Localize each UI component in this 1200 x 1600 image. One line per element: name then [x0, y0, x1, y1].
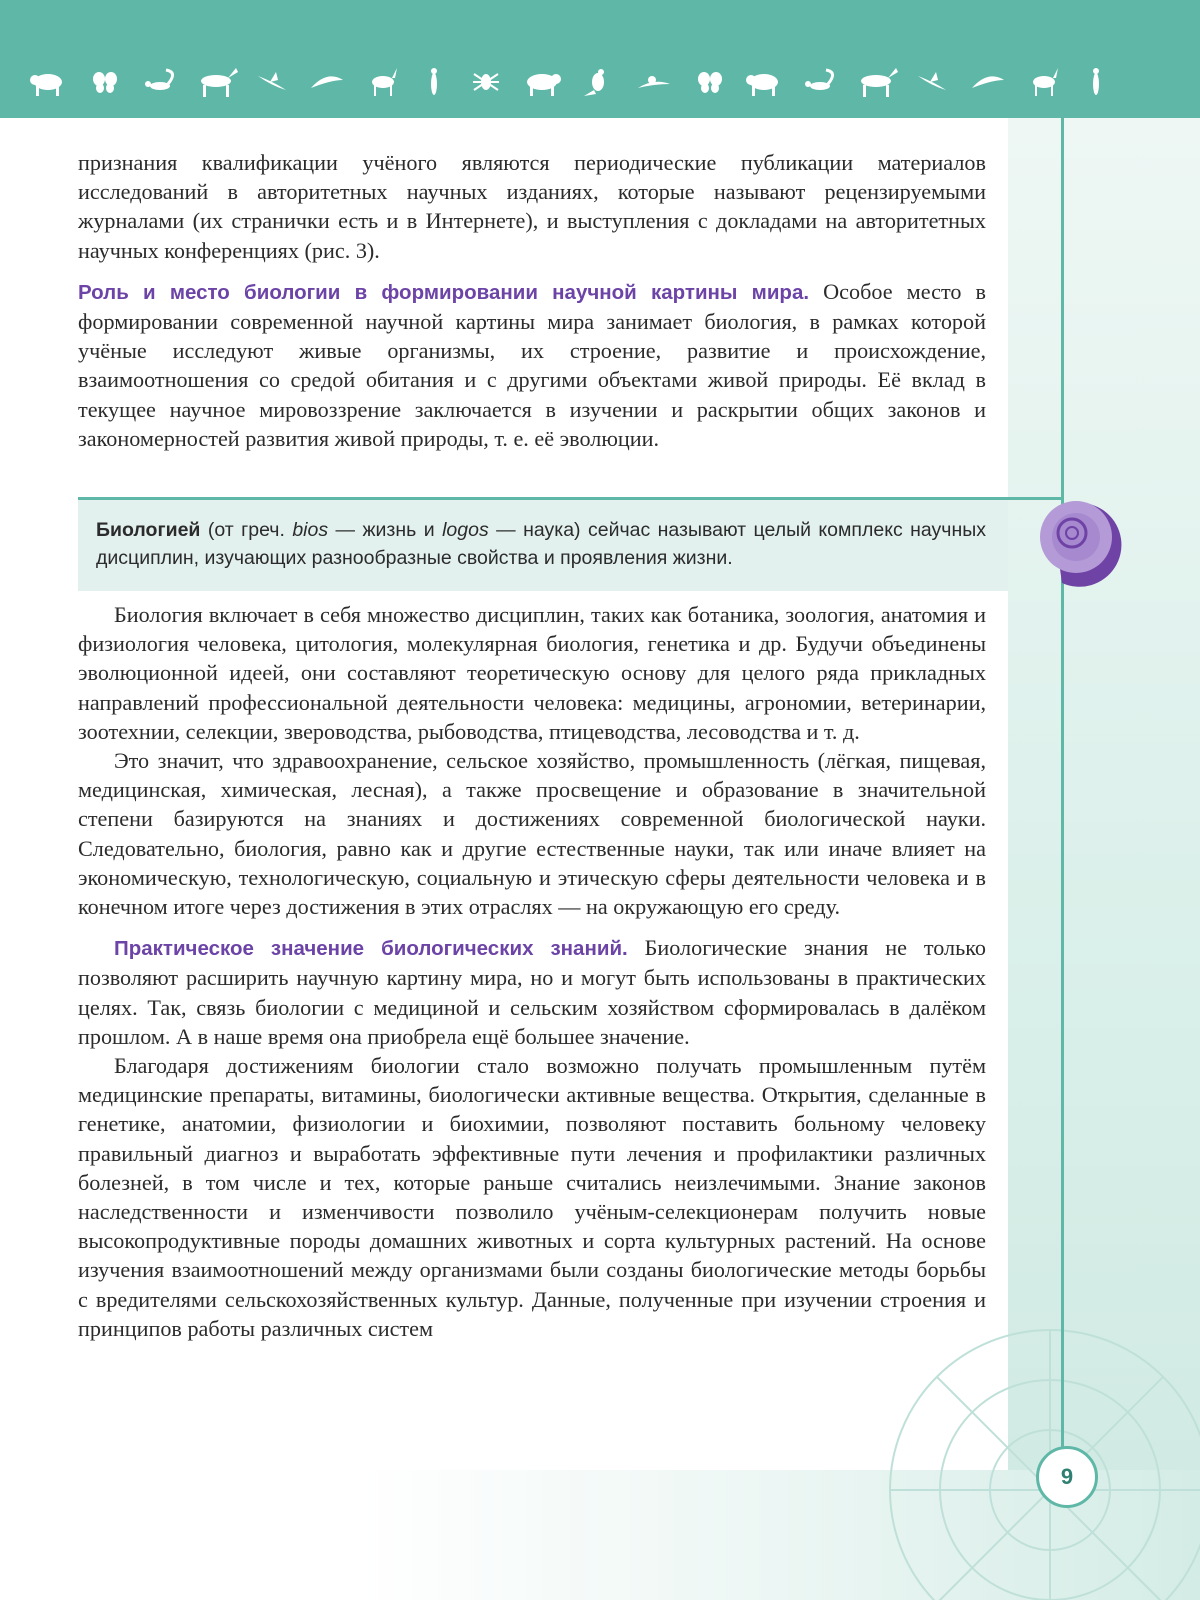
- lizard-icon: [638, 76, 670, 88]
- bison-icon: [746, 74, 778, 96]
- goat-icon: [1033, 68, 1058, 96]
- bird-icon: [258, 72, 286, 90]
- insect-icon: [473, 74, 499, 90]
- animal-silhouette-row: [0, 62, 1200, 102]
- kangaroo-icon: [584, 69, 604, 96]
- dolphin-icon: [311, 76, 343, 88]
- scorpion-icon: [145, 70, 173, 90]
- paragraph-2: [78, 277, 986, 453]
- scorpion-icon: [805, 70, 833, 90]
- main-text-2: [78, 600, 986, 1343]
- goat-icon: [372, 68, 397, 96]
- bull-icon: [527, 74, 561, 96]
- section-heading-role: Роль и место биологии в формировании научной картины мира.: [78, 280, 810, 304]
- margin-vertical-line: [1061, 118, 1064, 1448]
- shell-icon: [1032, 493, 1122, 593]
- paragraph-5-text: Биологические знания не только позволяют расширить научную картину мира, но и могут быть использованы в практических целях. Так, связь биологии с медициной и сельским хозяйством сформировалась в далёком прошлом. А в наше время она приобрела ещё большее значение.: [78, 935, 986, 1049]
- paragraph-2-text: Особое место в формировании современной научной картины мира занимает биология, в рамках которой учёные исследуют живые организмы, их строение, развитие и происхождение, взаимоотношения со средой обитания и с другими объектами живой природы. Её вклад в текущее научное мировоззрение заключается в изучении и раскрытии общих законов и закономерностей развития живой природы, т. е. её эволюции.: [78, 278, 986, 451]
- definition-term: Биологией: [96, 519, 201, 541]
- butterfly-icon: [698, 72, 722, 93]
- main-text: [78, 148, 986, 453]
- paragraph-6: Благодаря достижениям биологии стало возможно получать промышленным путём медицинские препараты, витамины, биологически активные вещества. Открытия, сделанные в генетике, анатомии, физиологии и биохимии, позволяют поставить больному человеку правильный диагноз и выработать эффективные пути лечения и профилактики различных болезней, в том числе и тех, которые раньше считались неизлечимыми. Знание законов наследственности и изменчивости позволило учёным-селекционерам получить новые высокопродуктивные породы домашних животных и сорта культурных растений. На основе изучения взаимоотношений между организмами были созданы биологические методы борьбы с вредителями сельскохозяйственных культур. Данные, полученные при изучении строения и принципов работы различных систем: [78, 1053, 986, 1341]
- section-heading-practical: Практическое значение биологических знаний.: [114, 937, 628, 961]
- definition-part-3: — наука) сейчас называют целый комплекс научных дисциплин, изучающих разнообразные свойства и проявления жизни.: [96, 519, 986, 569]
- paragraph-5: [78, 933, 986, 1051]
- definition-part-2: — жизнь и: [328, 519, 443, 541]
- definition-word-logos: logos: [442, 519, 489, 541]
- definition-part-1: (от греч.: [200, 519, 293, 541]
- bird-icon: [918, 72, 946, 90]
- page-number: 9: [1060, 1464, 1074, 1489]
- compass-rose-decoration: [860, 1300, 1200, 1600]
- meerkat-icon: [431, 68, 437, 95]
- horse-icon: [861, 68, 898, 97]
- paragraph-3: Биология включает в себя множество дисциплин, таких как ботаника, зоология, анатомия и физиология человека, цитология, молекулярная биология, генетика и др. Будучи объединены эволюционной идеей, они составляют теоретическую основу для целого ряда прикладных направлений профессиональной деятельности человека: медицины, агрономии, ветеринарии, зоотехнии, селекции, звероводства, рыбоводства, птицеводства, лесоводства и т. д.: [78, 602, 986, 744]
- definition-top-rule: [78, 497, 1063, 500]
- paragraph-4: Это значит, что здравоохранение, сельское хозяйство, промышленность (лёгкая, пищевая, медицинская, химическая, лесная), а также просвещение и образование в значительной степени базируются на знаниях и достижениях современной биологической науки. Следовательно, биология, равно как и другие естественные науки, так или иначе влияет на экономическую, технологическую, социальную и этическую сферы деятельности человека и в конечном итоге через достижения в этих отраслях — на окружающую его среду.: [78, 748, 986, 920]
- meerkat-icon: [1093, 68, 1099, 95]
- butterfly-icon: [93, 72, 117, 93]
- horse-icon: [201, 68, 238, 97]
- definition-word-bios: bios: [292, 519, 329, 541]
- dolphin-icon: [972, 76, 1004, 88]
- bison-icon: [30, 74, 62, 96]
- definition-text: [96, 516, 986, 572]
- paragraph-1: признания квалификации учёного являются периодические публикации материалов исследований в авторитетных научных изданиях, которые называют рецензируемыми журналами (их странички есть и в Интернете), и выступления с докладами на авторитетных научных конференциях (рис. 3).: [78, 150, 986, 263]
